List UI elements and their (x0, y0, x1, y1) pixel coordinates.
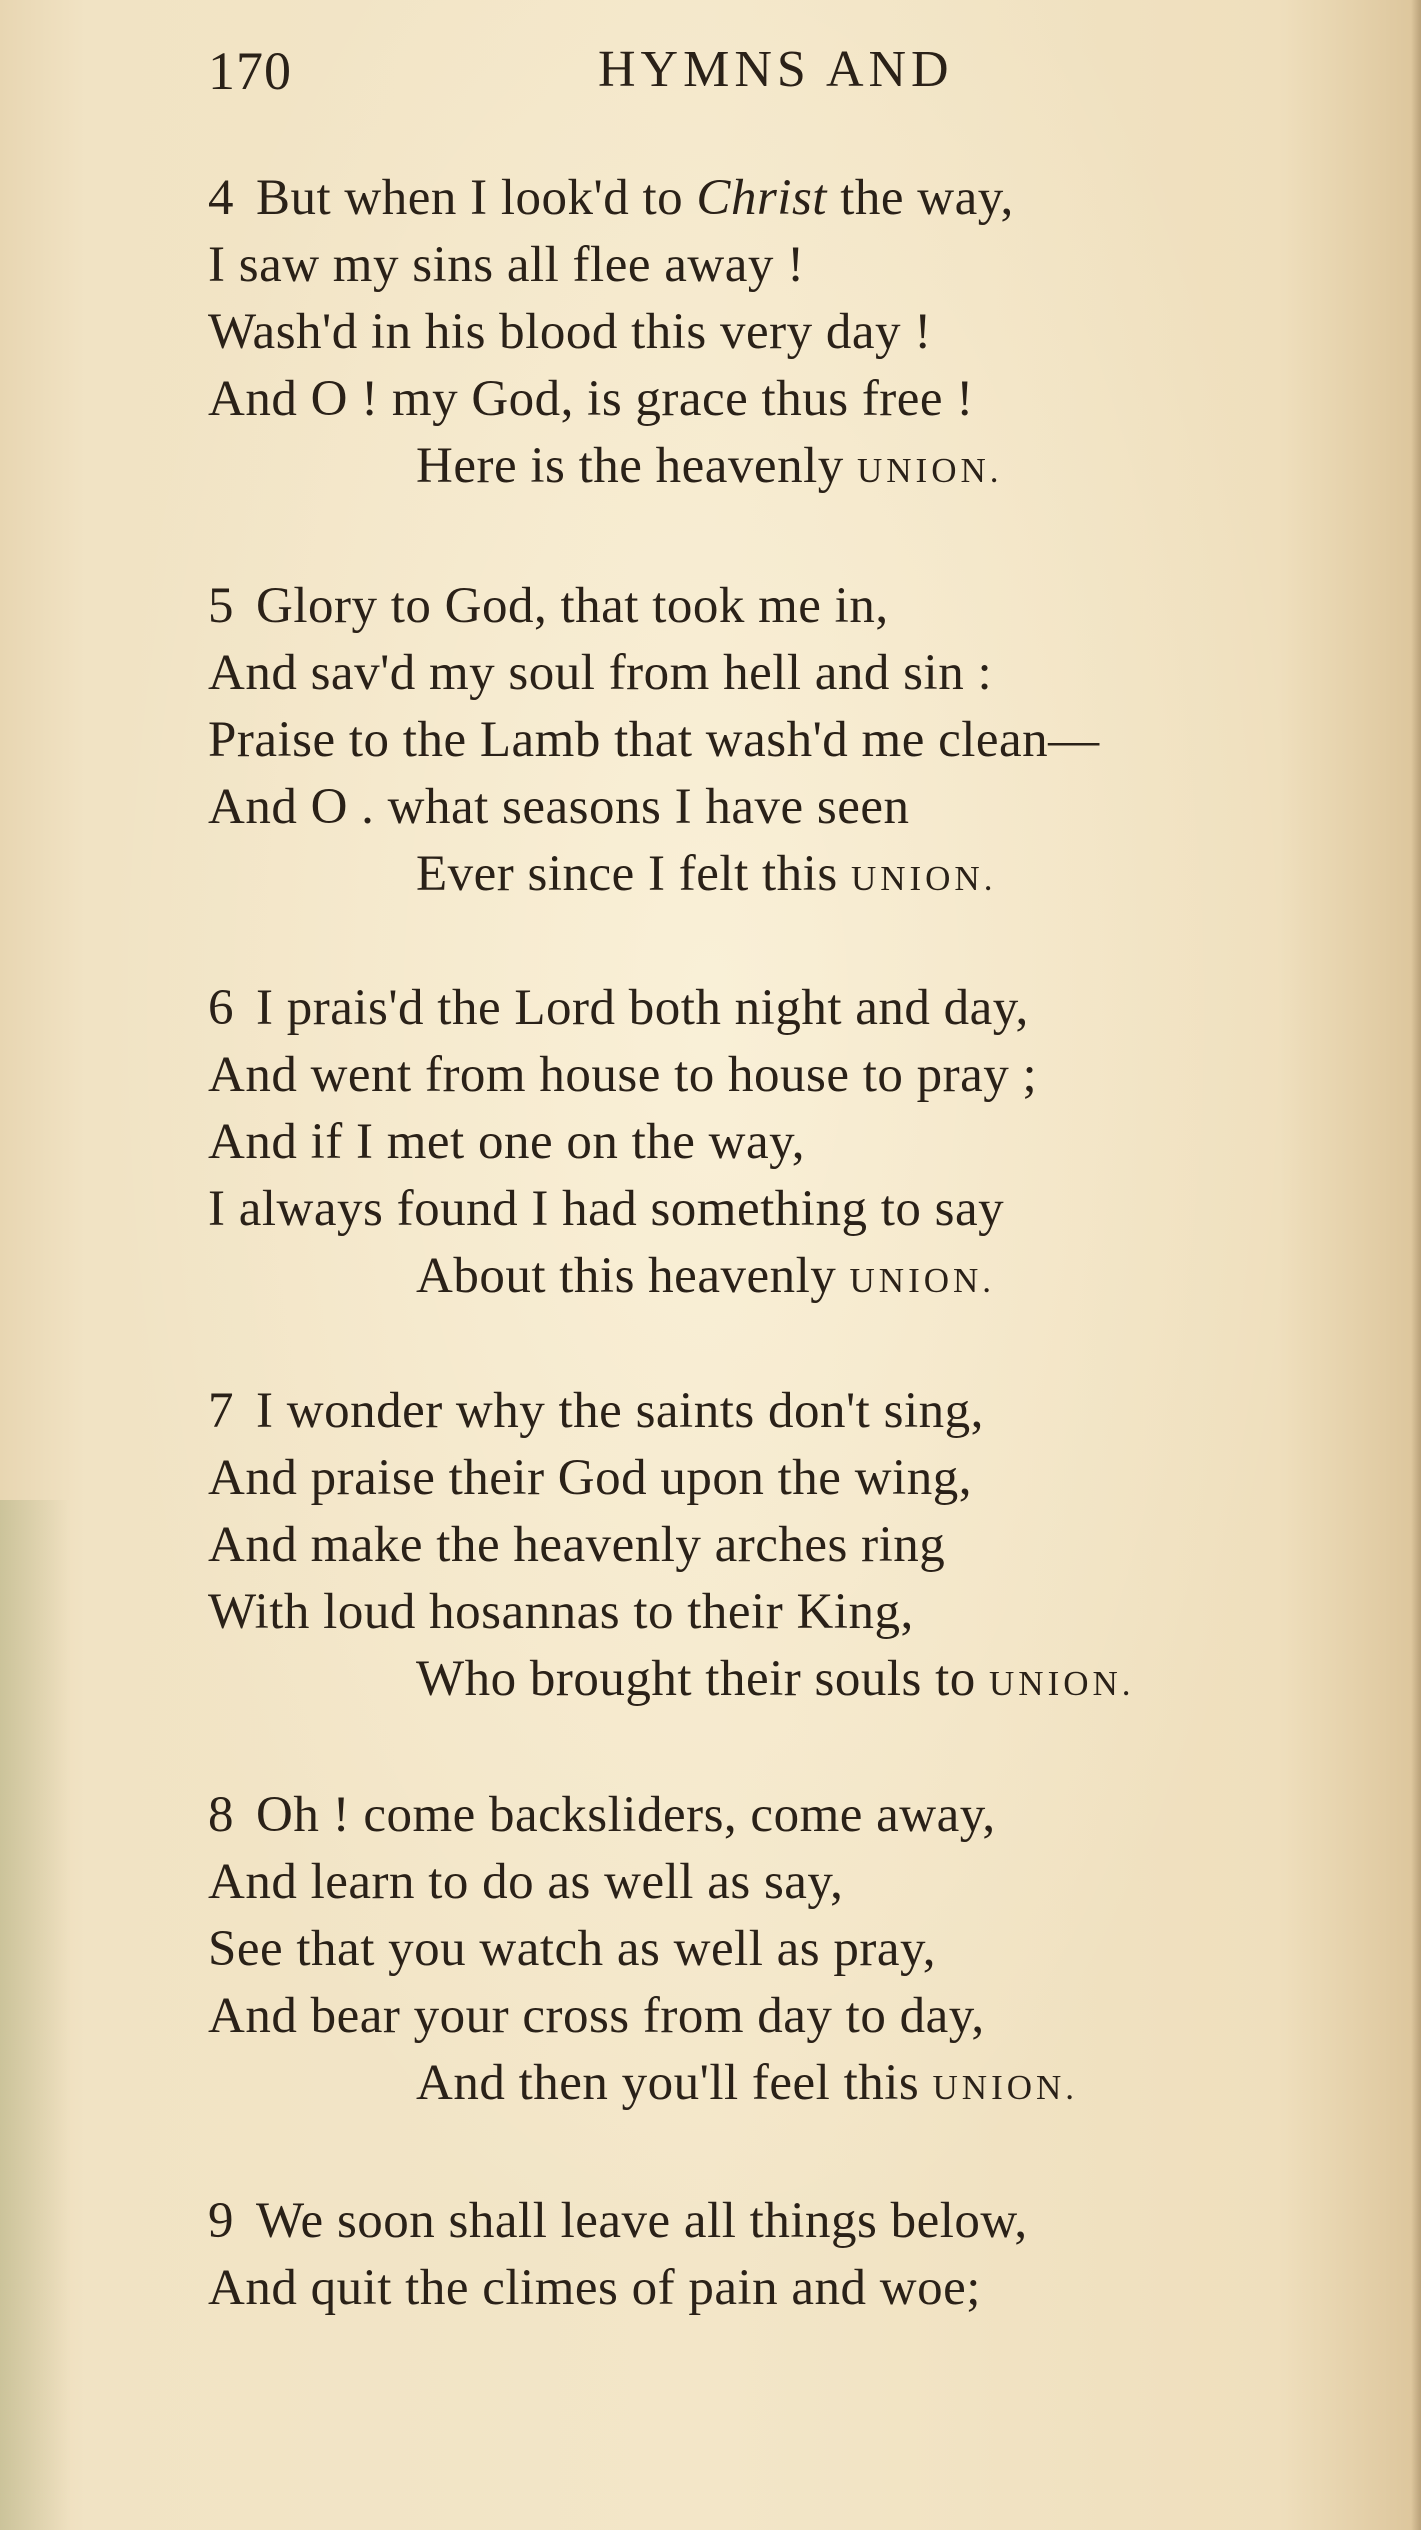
stanza-line: I always found I had something to say (208, 1181, 1005, 1237)
line-text: Oh ! come backsliders, come away, (256, 1787, 996, 1843)
page-edge-shadow (1411, 0, 1421, 2530)
line-text: the way, (840, 170, 1014, 226)
refrain-small-caps: UNION. (849, 1261, 996, 1300)
refrain-text: Who brought their souls to (416, 1651, 976, 1707)
stanza-number: 4 (208, 170, 234, 226)
stanza-line: And sav'd my soul from hell and sin : (208, 645, 993, 701)
stanza-line: And quit the climes of pain and woe; (208, 2260, 981, 2316)
stanza-line (208, 1378, 1398, 1445)
stanza-5 (208, 573, 1398, 908)
stanza-7 (208, 1378, 1398, 1713)
refrain-text: Here is the heavenly (416, 438, 844, 494)
refrain-text: Ever since I felt this (416, 846, 838, 902)
refrain-text: And then you'll feel this (416, 2055, 920, 2111)
stanza-line (208, 2188, 1398, 2255)
line-text: But when I look'd to (256, 170, 684, 226)
stanza-line: And went from house to house to pray ; (208, 1047, 1038, 1103)
stanza-line (208, 1782, 1398, 1849)
stanza-number: 6 (208, 980, 234, 1036)
stanza-number: 8 (208, 1787, 234, 1843)
stanza-line: And praise their God upon the wing, (208, 1450, 972, 1506)
refrain-small-caps: UNION. (850, 859, 997, 898)
stanza-8 (208, 1782, 1398, 2117)
stanza-line: Praise to the Lamb that wash'd me clean— (208, 712, 1100, 768)
line-text: I prais'd the Lord both night and day, (256, 980, 1029, 1036)
stanza-6 (208, 975, 1398, 1310)
line-text: Glory to God, that took me in, (256, 578, 889, 634)
stanza-4 (208, 165, 1398, 500)
stanza-line: And O . what seasons I have seen (208, 779, 910, 835)
italic-word: Christ (696, 170, 827, 226)
stanza-line: And O ! my God, is grace thus free ! (208, 371, 974, 427)
page-header (208, 40, 1268, 110)
stanza-line (208, 975, 1398, 1042)
stanza-line: I saw my sins all flee away ! (208, 237, 805, 293)
stanza-line: See that you watch as well as pray, (208, 1921, 936, 1977)
page-foxing-stain (0, 1500, 70, 2530)
stanza-line: And bear your cross from day to day, (208, 1988, 985, 2044)
stanza-9 (208, 2188, 1398, 2322)
stanza-line: And learn to do as well as say, (208, 1854, 844, 1910)
refrain-line (208, 2050, 1398, 2117)
refrain-line (208, 1243, 1398, 1310)
refrain-small-caps: UNION. (989, 1664, 1135, 1703)
stanza-number: 5 (208, 578, 234, 634)
refrain-line (208, 1646, 1398, 1713)
refrain-line (208, 841, 1398, 908)
refrain-line (208, 433, 1398, 500)
stanza-number: 7 (208, 1383, 234, 1439)
stanza-line: And if I met one on the way, (208, 1114, 806, 1170)
line-text: I wonder why the saints don't sing, (256, 1383, 984, 1439)
stanza-line (208, 573, 1398, 640)
stanza-line: Wash'd in his blood this very day ! (208, 304, 932, 360)
refrain-small-caps: UNION. (932, 2068, 1079, 2107)
refrain-small-caps: UNION. (857, 451, 1003, 490)
stanza-line: With loud hosannas to their King, (208, 1584, 914, 1640)
page-number: 170 (208, 41, 292, 101)
stanza-line (208, 165, 1398, 232)
running-title: HYMNS AND (598, 41, 954, 98)
refrain-text: About this heavenly (416, 1248, 837, 1304)
line-text: We soon shall leave all things below, (256, 2193, 1028, 2249)
stanza-line: And make the heavenly arches ring (208, 1517, 946, 1573)
stanza-number: 9 (208, 2193, 234, 2249)
